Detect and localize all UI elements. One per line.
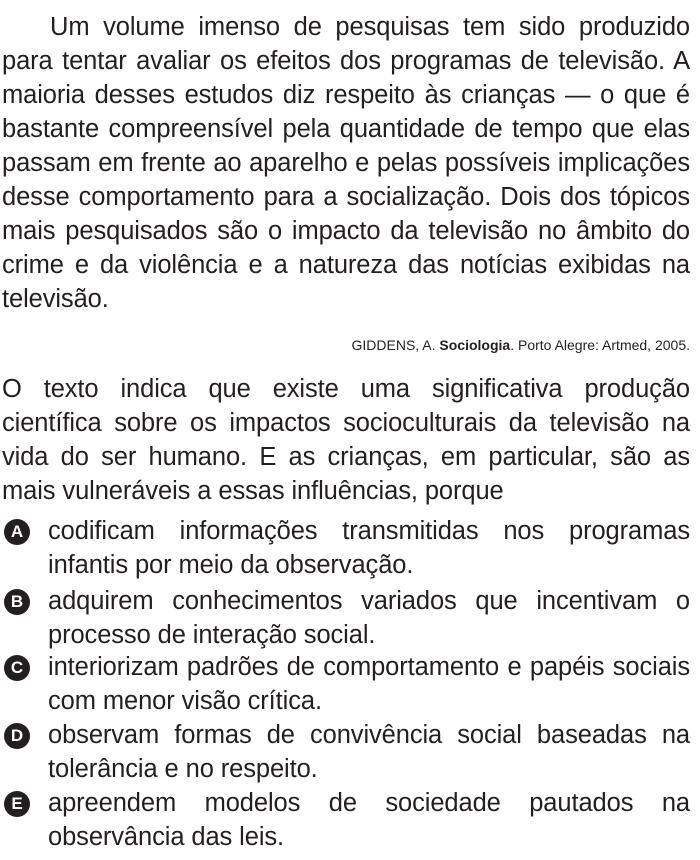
source-author: GIDDENS, A.	[351, 337, 436, 353]
source-publication: . Porto Alegre: Artmed, 2005.	[510, 337, 690, 353]
reading-passage: Um volume imenso de pesquisas tem sido produzido para tentar avaliar os efeitos dos programas de televisão. A maioria desses estudos diz respeito às crianças — o que é bastante compreensível pela quantidade de tempo que elas passam em frente ao aparelho e pelas possíveis implicações desse comportamento para a socialização. Dois dos tópicos mais pesquisados são o impacto da televisão no âmbito do crime e da violência e a natureza das notícias exibidas na televisão.	[2, 13, 690, 313]
option-text-a: codificam informações transmitidas nos programas infantis por meio da observação.	[48, 517, 690, 579]
option-letter-d-badge: D	[4, 723, 30, 749]
source-title: Sociologia	[439, 337, 511, 353]
source-citation	[352, 336, 691, 354]
question-stem: O texto indica que existe uma significativa produção científica sobre os impactos socioculturais da televisão na vida do ser humano. E as crianças, em particular, são as mais vulneráveis a essas influências, porque	[2, 375, 690, 505]
option-text-c: interiorizam padrões de comportamento e papéis sociais com menor visão crítica.	[48, 653, 690, 715]
option-letter-e-badge: E	[4, 791, 30, 817]
option-text-b: adquirem conhecimentos variados que incentivam o processo de interação social.	[48, 587, 690, 649]
option-letter-c-badge: C	[4, 655, 30, 681]
option-letter-b-badge: B	[4, 589, 30, 615]
option-text-e: apreendem modelos de sociedade pautados na observância das leis.	[48, 789, 690, 851]
option-letter-a-badge: A	[4, 519, 30, 545]
option-text-d: observam formas de convivência social baseadas na tolerância e no respeito.	[48, 721, 690, 783]
